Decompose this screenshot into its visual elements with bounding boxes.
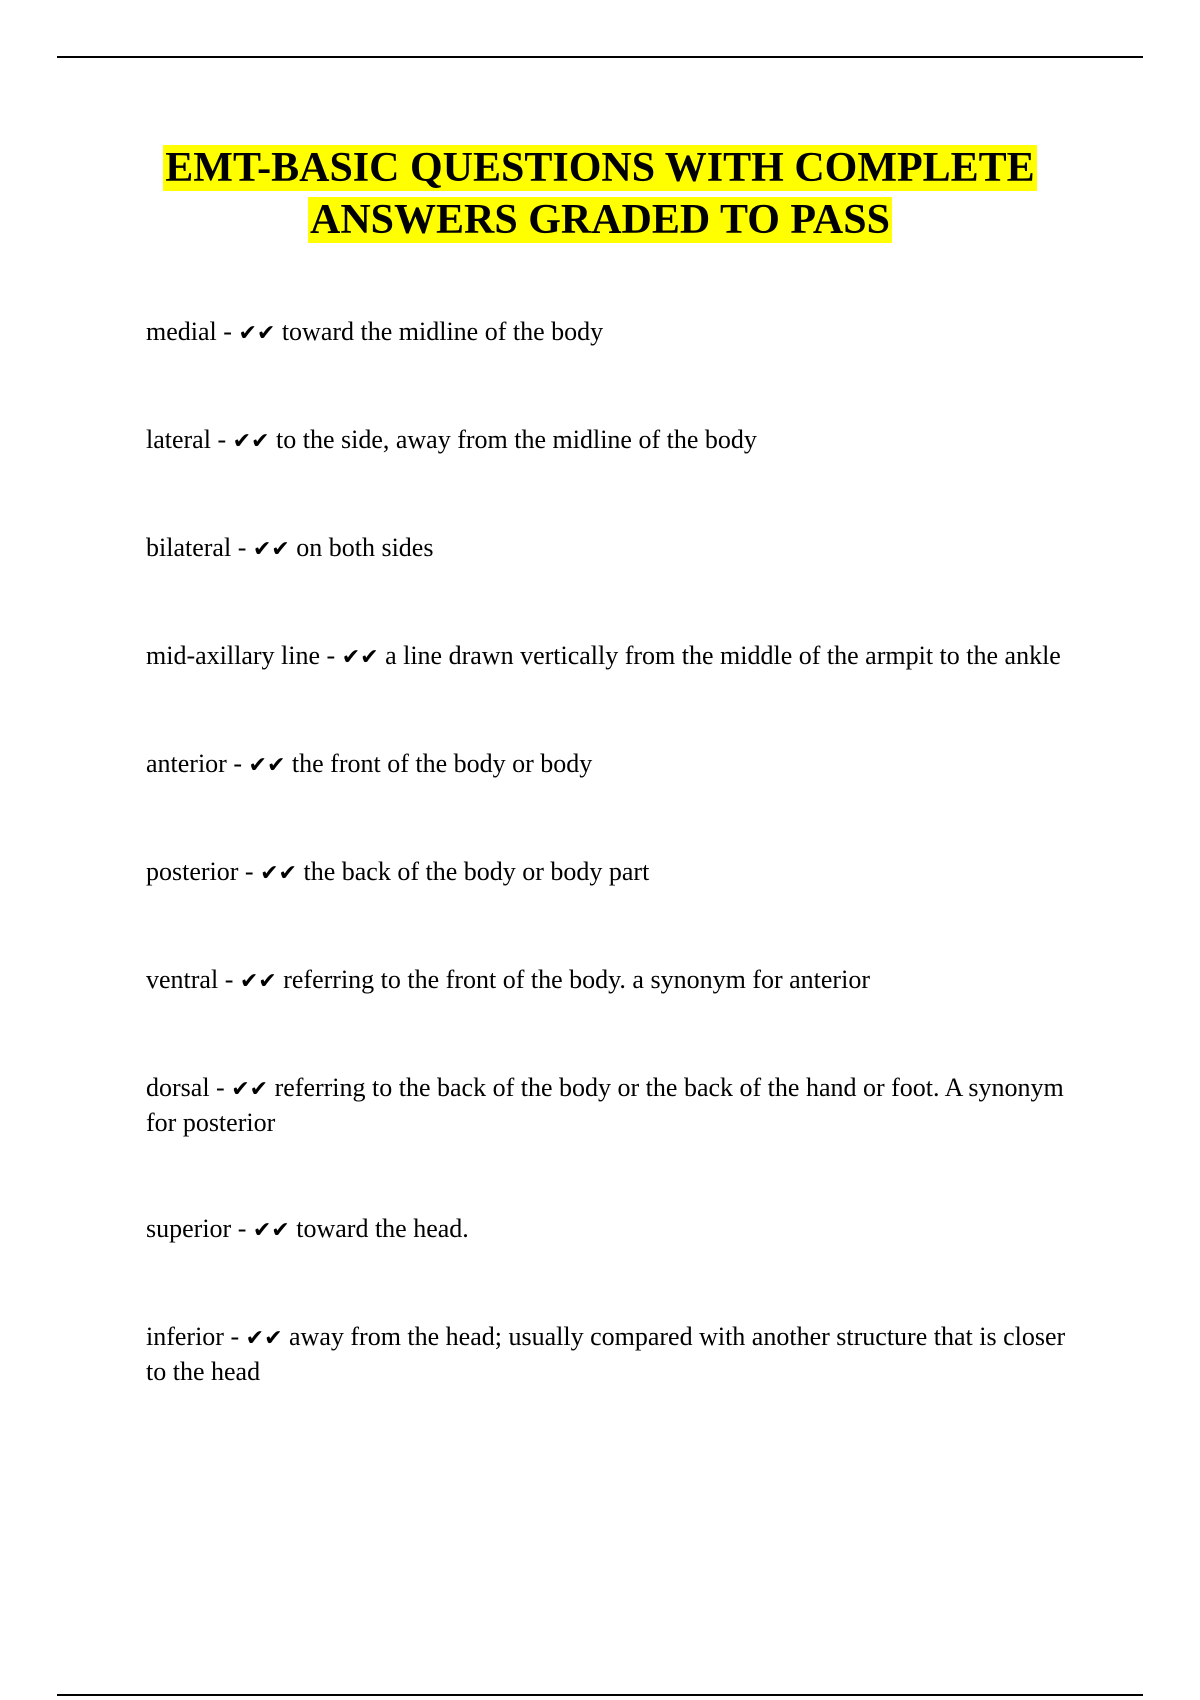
entry-definition: to the side, away from the midline of the body: [276, 425, 757, 454]
entry-term: mid-axillary line: [146, 641, 321, 670]
entry-term: bilateral: [146, 533, 232, 562]
entry-definition: toward the head.: [296, 1214, 469, 1243]
definition-entry: [146, 855, 1086, 890]
entry-definition: referring to the back of the body or the back of the hand or foot. A synonym for posterior: [146, 1073, 1064, 1137]
entry-term: medial: [146, 317, 217, 346]
definition-entry: [146, 1212, 1086, 1247]
double-check-icon: ✔✔: [252, 1218, 290, 1243]
entry-term: ventral: [146, 965, 219, 994]
entry-term: lateral: [146, 425, 211, 454]
entry-definition: on both sides: [296, 533, 434, 562]
entry-definition: the front of the body or body: [291, 749, 593, 778]
entry-separator: -: [231, 1214, 253, 1243]
definition-list: [146, 315, 1086, 1388]
double-check-icon: ✔✔: [239, 969, 277, 994]
entry-term: anterior: [146, 749, 227, 778]
entry-separator: -: [210, 425, 233, 454]
entry-separator: -: [216, 317, 239, 346]
document-title: [100, 142, 1100, 246]
entry-definition: away from the head; usually compared with another structure that is closer to the head: [146, 1322, 1066, 1386]
entry-definition: a line drawn vertically from the middle of the armpit to the ankle: [385, 641, 1061, 670]
entry-term: superior: [146, 1214, 232, 1243]
double-check-icon: ✔✔: [231, 1077, 269, 1102]
entry-definition: toward the midline of the body: [281, 317, 604, 346]
entry-term: inferior: [146, 1322, 224, 1351]
entry-separator: -: [226, 749, 249, 778]
entry-separator: -: [238, 857, 261, 886]
entry-separator: -: [231, 533, 253, 562]
entry-definition: the back of the body or body part: [303, 857, 650, 886]
definition-entry: [146, 423, 1086, 458]
definition-entry: [146, 963, 1086, 998]
definition-entry: [146, 747, 1086, 782]
top-rule: [57, 56, 1143, 58]
double-check-icon: ✔✔: [252, 537, 290, 562]
title-line-1: EMT-BASIC QUESTIONS WITH COMPLETE: [165, 145, 1035, 191]
definition-entry: [146, 1071, 1086, 1139]
double-check-icon: ✔✔: [245, 1326, 283, 1351]
definition-entry: [146, 639, 1086, 674]
double-check-icon: ✔✔: [248, 753, 286, 778]
title-line-2: ANSWERS GRADED TO PASS: [310, 197, 890, 243]
bottom-rule: [57, 1694, 1143, 1696]
double-check-icon: ✔✔: [232, 429, 270, 454]
entry-separator: -: [223, 1322, 246, 1351]
entry-term: posterior: [146, 857, 239, 886]
entry-separator: -: [320, 641, 342, 670]
double-check-icon: ✔✔: [238, 321, 276, 346]
definition-entry: [146, 1320, 1086, 1388]
double-check-icon: ✔✔: [341, 645, 379, 670]
entry-definition: referring to the front of the body. a synonym for anterior: [283, 965, 870, 994]
double-check-icon: ✔✔: [260, 861, 297, 886]
entry-separator: -: [209, 1073, 232, 1102]
definition-entry: [146, 315, 1086, 350]
entry-term: dorsal: [146, 1073, 210, 1102]
entry-separator: -: [218, 965, 240, 994]
definition-entry: [146, 531, 1086, 566]
